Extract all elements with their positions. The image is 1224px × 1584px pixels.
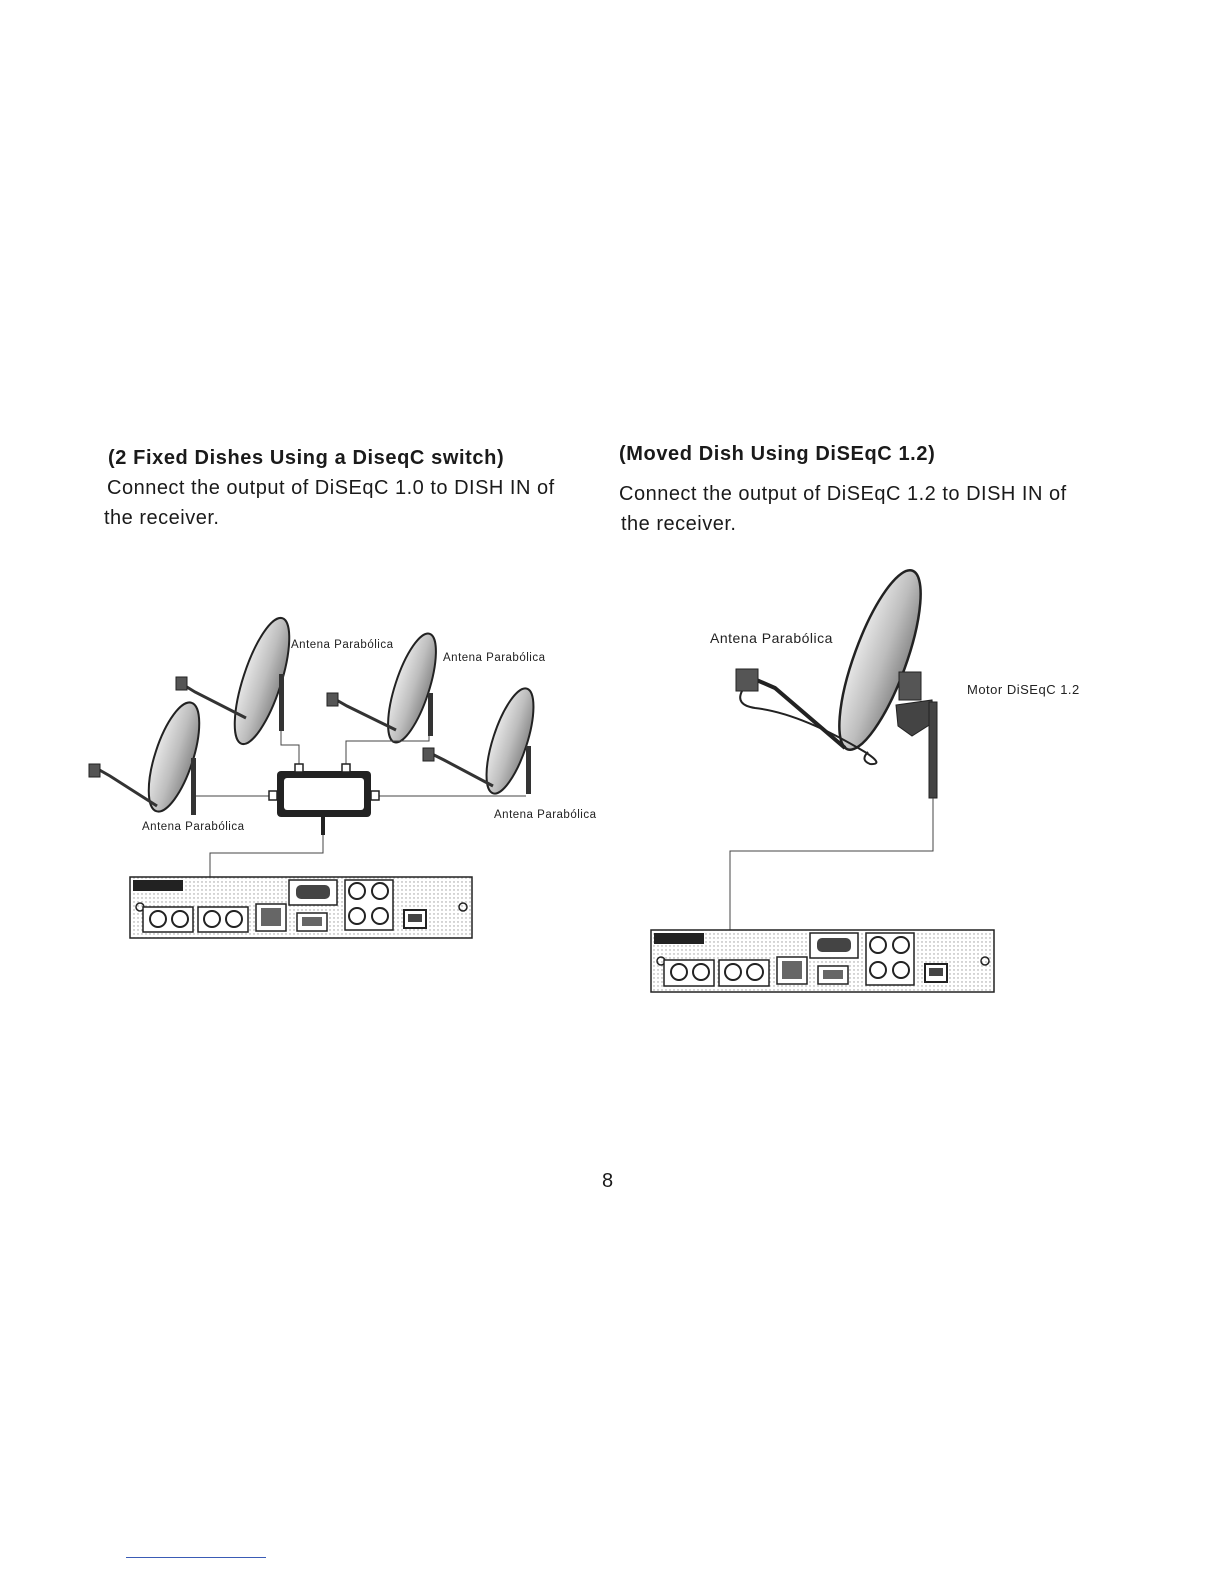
dish-label-motor-dish: Antena Parabólica [710, 630, 833, 646]
page-number: 8 [602, 1170, 614, 1192]
dish-label-bottom-left: Antena Parabólica [142, 821, 245, 833]
dish-label-top-left: Antena Parabólica [291, 639, 394, 651]
left-instruction-line2: the receiver. [104, 507, 220, 529]
motor-label: Motor DiSEqC 1.2 [967, 682, 1080, 697]
left-instruction-line1: Connect the output of DiSEqC 1.0 to DISH IN of [107, 477, 555, 499]
receiver-rear-panel-right [651, 930, 994, 992]
right-instruction-line2: the receiver. [621, 513, 737, 535]
right-heading: (Moved Dish Using DiSEqC 1.2) [619, 443, 936, 465]
receiver-rear-panel-left [130, 877, 472, 938]
dish-label-bottom-right: Antena Parabólica [494, 809, 597, 821]
dish-b [89, 697, 210, 817]
dish-label-top-right: Antena Parabólica [443, 652, 546, 664]
motor-dish [730, 562, 937, 980]
diseqc-switch [269, 764, 379, 835]
dish-d [423, 683, 543, 798]
footnote-rule [126, 1557, 266, 1558]
right-instruction-line1: Connect the output of DiSEqC 1.2 to DISH IN of [619, 483, 1067, 505]
left-heading: (2 Fixed Dishes Using a DiseqC switch) [108, 447, 505, 469]
